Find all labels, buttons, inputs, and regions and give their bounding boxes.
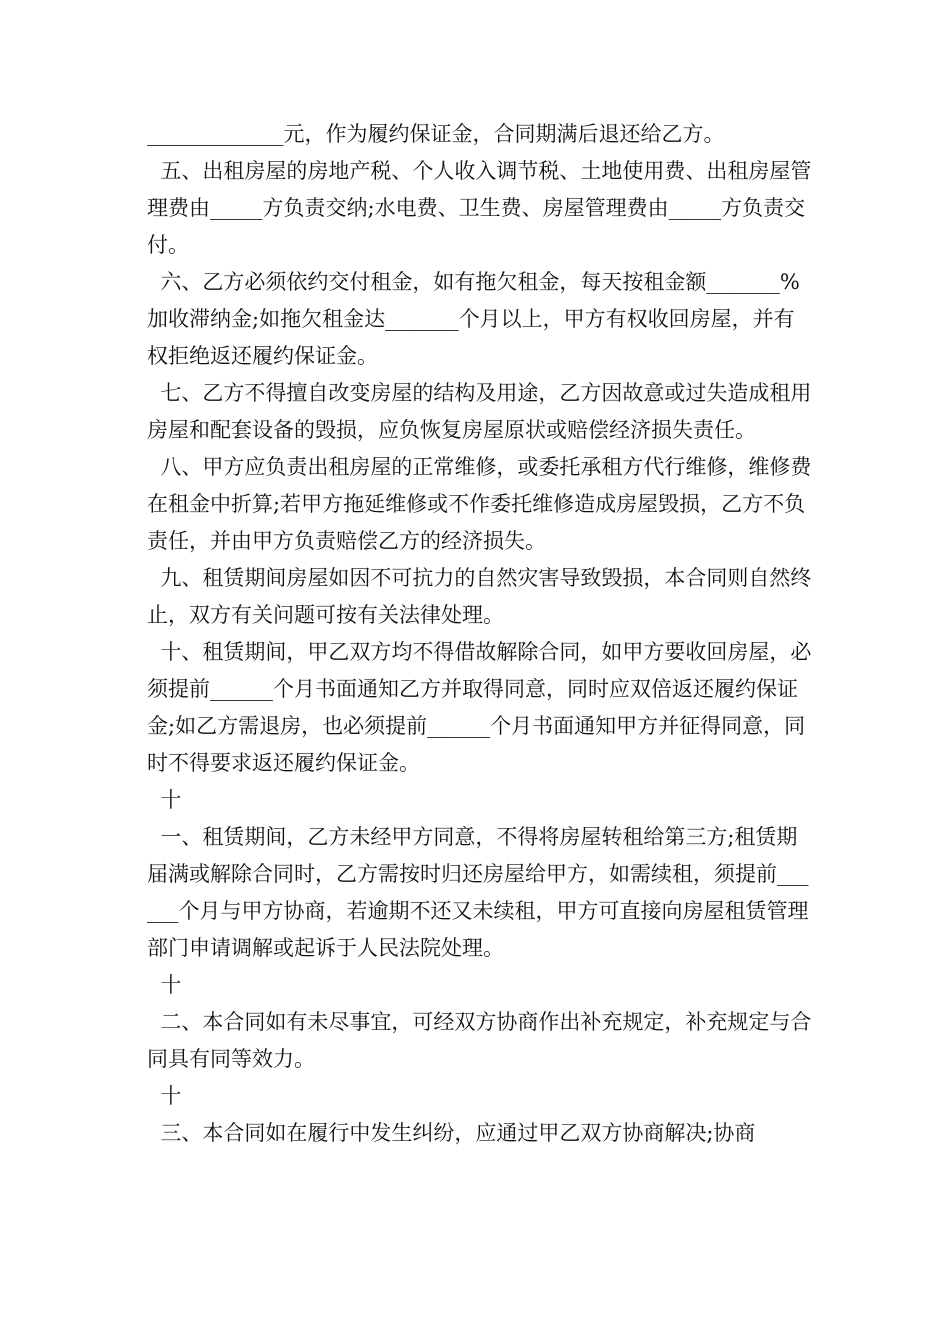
paragraph-deposit-return: _____________元，作为履约保证金，合同期满后退还给乙方。 — [147, 122, 725, 146]
paragraph-clause-11: 一、租赁期间，乙方未经甲方同意，不得将房屋转租给第三方;租赁期届满或解除合同时，乙方需按时归还房屋给甲方，如需续租，须提前______个月与甲方协商，若逾期不还又未续租，甲方可直接向房屋租赁管理部门申请调解或起诉于人民法院处理。 — [147, 825, 809, 960]
paragraph-clause-7: 七、乙方不得擅自改变房屋的结构及用途，乙方因故意或过失造成租用房屋和配套设备的毁损，应负恢复房屋原状或赔偿经济损失责任。 — [147, 381, 812, 442]
paragraph-clause-13-number: 十 — [147, 1084, 182, 1108]
contract-body — [147, 116, 812, 1152]
paragraph-clause-10: 十、租赁期间，甲乙双方均不得借故解除合同，如甲方要收回房屋，必须提前______个月书面通知乙方并取得同意，同时应双倍返还履约保证金;如乙方需退房，也必须提前______个月书面通知甲方并征得同意，同时不得要求返还履约保证金。 — [147, 640, 812, 775]
paragraph-clause-8: 八、甲方应负责出租房屋的正常维修，或委托承租方代行维修，维修费在租金中折算;若甲方拖延维修或不作委托维修造成房屋毁损，乙方不负责任，并由甲方负责赔偿乙方的经济损失。 — [147, 455, 812, 553]
paragraph-clause-12: 二、本合同如有未尽事宜，可经双方协商作出补充规定，补充规定与合同具有同等效力。 — [147, 1010, 812, 1071]
paragraph-clause-11-number: 十 — [147, 788, 182, 812]
paragraph-clause-13: 三、本合同如在履行中发生纠纷，应通过甲乙双方协商解决;协商 — [147, 1121, 756, 1145]
paragraph-clause-12-number: 十 — [147, 973, 182, 997]
paragraph-clause-5: 五、出租房屋的房地产税、个人收入调节税、土地使用费、出租房屋管理费由_____方负责交纳;水电费、卫生费、房屋管理费由_____方负责交付。 — [147, 159, 812, 257]
paragraph-clause-9: 九、租赁期间房屋如因不可抗力的自然灾害导致毁损，本合同则自然终止，双方有关问题可按有关法律处理。 — [147, 566, 812, 627]
paragraph-clause-6: 六、乙方必须依约交付租金，如有拖欠租金，每天按租金额_______%加收滞纳金;如拖欠租金达_______个月以上，甲方有权收回房屋，并有权拒绝返还履约保证金。 — [147, 270, 800, 368]
